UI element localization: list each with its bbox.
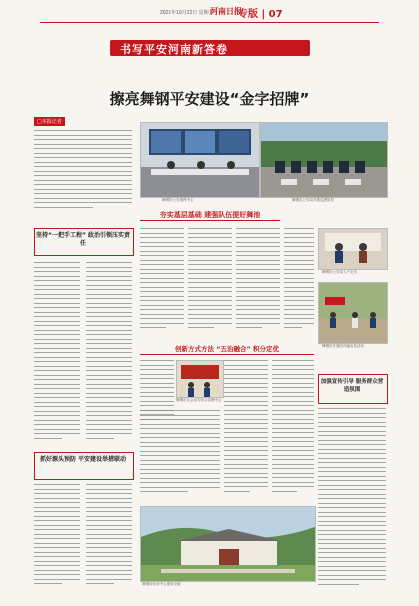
edition-label: 专版 | 07 bbox=[238, 9, 283, 20]
section-body-text bbox=[224, 360, 268, 500]
section-body-text bbox=[236, 228, 280, 338]
masthead bbox=[0, 0, 419, 28]
section-body-text bbox=[86, 484, 132, 596]
home-visit-photo bbox=[318, 228, 388, 270]
photo-caption: 舞钢市开展防诈骗宣传活动 bbox=[322, 344, 364, 348]
section-body-text bbox=[272, 360, 314, 500]
page-headline: 擦亮舞钢平安建设“金字招牌” bbox=[109, 90, 310, 108]
patrol-photo bbox=[260, 122, 388, 198]
center-photo bbox=[176, 360, 224, 398]
header-rule bbox=[40, 22, 379, 23]
author-tag: □本报记者 bbox=[34, 117, 65, 126]
photo-caption: 舞钢市公安局入户走访 bbox=[322, 270, 357, 274]
section-body-text bbox=[140, 228, 184, 338]
command-center-photo bbox=[140, 122, 260, 198]
section-rule bbox=[140, 354, 314, 355]
section-heading: 抓好源头预防 平安建设举措联动 bbox=[39, 456, 127, 463]
photo-caption: 舞钢市公安局开展巡逻防控 bbox=[292, 198, 334, 202]
newspaper-logo: 河南日报 bbox=[210, 7, 242, 16]
section-body-text bbox=[188, 228, 232, 338]
section-rule bbox=[140, 220, 280, 221]
section-body-text bbox=[34, 484, 80, 596]
section-body-text bbox=[140, 410, 220, 500]
section-heading: 加强宣传引导 服务群众营造氛围 bbox=[320, 379, 384, 393]
section-banner bbox=[110, 38, 310, 60]
section-body-text bbox=[284, 228, 314, 338]
section-heading: 坚持“一把手工程” 政治引领压实责任 bbox=[36, 232, 130, 247]
photo-caption: 舞钢市综治中心建设全貌 bbox=[142, 582, 181, 586]
photo-caption: 舞钢市社会治安综合治理中心 bbox=[176, 398, 222, 402]
issue-date: 2021年10月22日 星期五 bbox=[160, 10, 214, 16]
section-body-text bbox=[86, 262, 132, 448]
section-body-text bbox=[34, 262, 80, 448]
section-body-text bbox=[318, 408, 386, 596]
section-heading: 创新方式方法 “五治融合” 积分定优 bbox=[174, 345, 280, 353]
publicity-photo bbox=[318, 282, 388, 344]
photo-caption: 舞钢市公安指挥中心 bbox=[162, 198, 194, 202]
intro-text bbox=[34, 130, 132, 216]
section-heading: 夯实基层基础 建强队伍提好舞池 bbox=[159, 211, 261, 219]
landscape-photo bbox=[140, 506, 316, 582]
banner-text: 书写平安河南新答卷 bbox=[120, 43, 228, 56]
